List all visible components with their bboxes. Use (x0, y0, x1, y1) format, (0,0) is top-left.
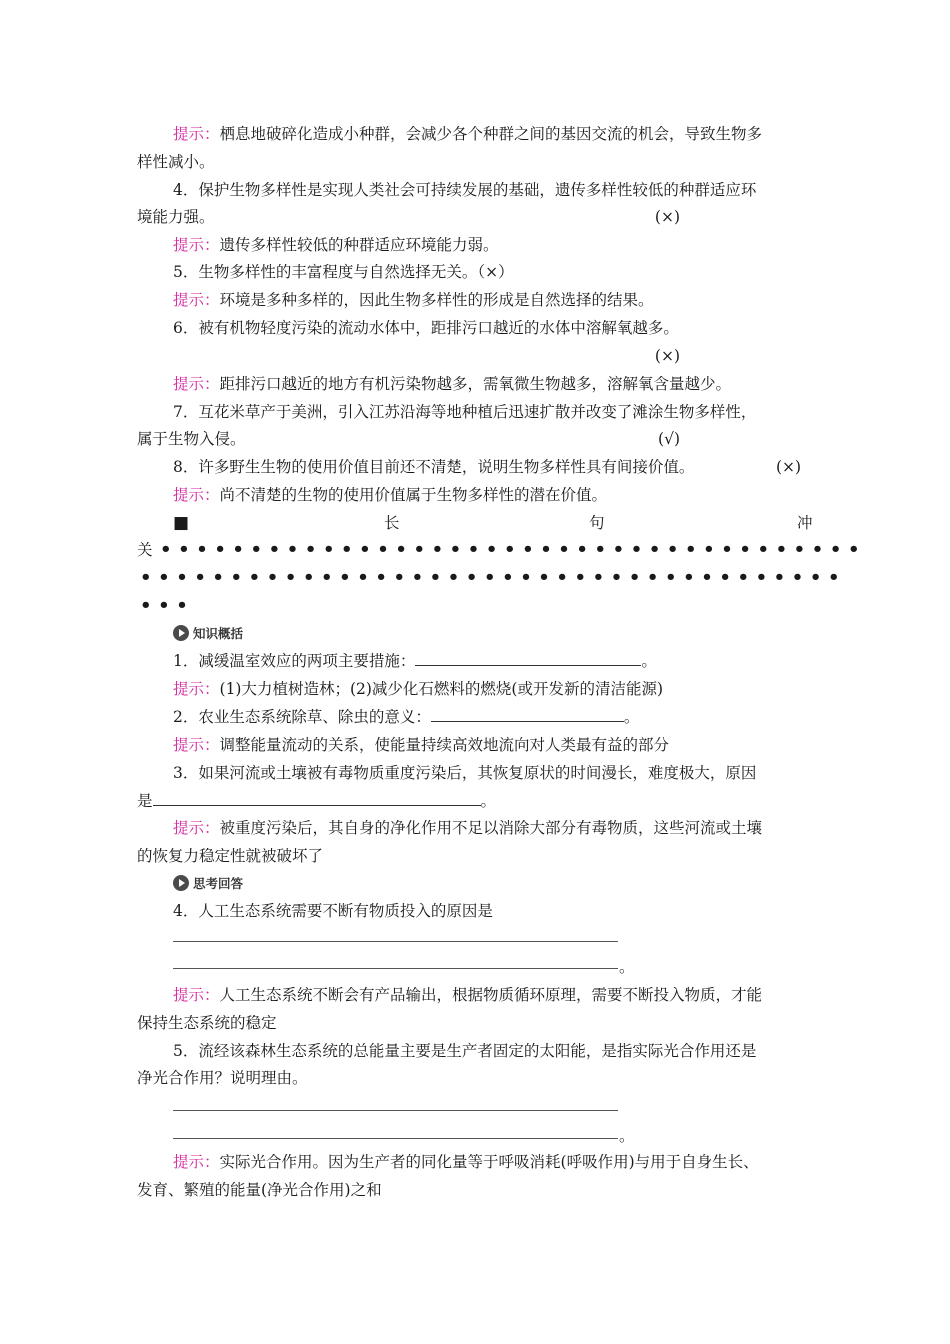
period: 。 (619, 958, 635, 976)
answer-mark: (×) (654, 347, 680, 365)
period: 。 (619, 1127, 635, 1145)
question-7-line-b (137, 429, 815, 449)
tip-line-1b: 样性减小。 (137, 153, 215, 171)
play-circle-icon (173, 875, 189, 891)
thinking-4-tip-a (173, 985, 815, 1005)
thinking-5-tip-b: 发育、繁殖的能量(净光合作用)之和 (137, 1181, 382, 1199)
tip-label: 提示： (173, 819, 220, 837)
tip-text: (1)大力植树造林；(2)减少化石燃料的燃烧(或开发新的清洁能源) (219, 680, 664, 698)
question-7-line-a: 7．互花米草产于美洲，引入江苏沿海等地种植后迅速扩散并改变了滩涂生物多样性， (173, 403, 757, 421)
tip-label: 提示： (173, 486, 220, 504)
tip-text: 尚不清楚的生物的使用价值属于生物多样性的潜在价值。 (219, 486, 608, 504)
question-6: 6．被有机物轻度污染的流动水体中，距排污口越近的水体中溶解氧越多。 (173, 319, 679, 337)
heading-char-1: 长 (384, 514, 400, 532)
tip-text: 实际光合作用。因为生产者的同化量等于呼吸消耗(呼吸作用)与用于自身生长、 (219, 1153, 759, 1171)
tip-label: 提示： (173, 125, 220, 143)
knowledge-2 (173, 707, 815, 727)
thinking-5-tip-a (173, 1152, 815, 1172)
thinking-badge (173, 874, 243, 892)
tip-label: 提示： (173, 375, 220, 393)
answer-blank-line[interactable] (173, 968, 618, 969)
question-8 (173, 457, 815, 477)
tip-text: 环境是多种多样的，因此生物多样性的形成是自然选择的结果。 (219, 291, 654, 309)
question-text: 属于生物入侵。 (137, 430, 246, 448)
tip-label: 提示： (173, 680, 220, 698)
tip-line-4 (173, 235, 815, 255)
knowledge-3-line-a: 3．如果河流或土壤被有毒物质重度污染后，其恢复原状的时间漫长，难度极大，原因 (173, 764, 757, 782)
tip-label: 提示： (173, 236, 220, 254)
answer-blank-line[interactable] (173, 1110, 618, 1111)
knowledge-badge (173, 624, 243, 642)
heading-char-3: 冲 (797, 514, 813, 532)
knowledge-3-tip-a (173, 818, 815, 838)
thinking-4-tip-b: 保持生态系统的稳定 (137, 1014, 277, 1032)
knowledge-1-tip (173, 679, 815, 699)
tip-text: 被重度污染后，其自身的净化作用不足以消除大部分有毒物质，这些河流或土壤 (219, 819, 763, 837)
answer-blank-line[interactable] (173, 941, 618, 942)
question-4-line-b (137, 207, 815, 227)
question-5: 5．生物多样性的丰富程度与自然选择无关。（×） (173, 263, 514, 281)
answer-blank[interactable] (431, 707, 624, 722)
tip-label: 提示： (173, 291, 220, 309)
answer-mark: (×) (654, 208, 680, 226)
tip-text: 栖息地破碎化造成小种群，会减少各个种群之间的基因交流的机会，导致生物多 (219, 125, 763, 143)
knowledge-3-line-b (137, 791, 815, 811)
tip-text: 人工生态系统不断会有产品输出，根据物质循环原理，需要不断投入物质，才能 (219, 986, 763, 1004)
thinking-5-line-a: 5．流经该森林生态系统的总能量主要是生产者固定的太阳能，是指实际光合作用还是 (173, 1042, 757, 1060)
tip-line-1 (173, 124, 815, 144)
question-text: 境能力强。 (137, 208, 215, 226)
tip-label: 提示： (173, 1153, 220, 1171)
thinking-4: 4．人工生态系统需要不断有物质投入的原因是 (173, 902, 493, 920)
heading-char-4: 关 (137, 541, 153, 559)
period: 。 (641, 652, 657, 670)
heading-char-2: 句 (589, 514, 605, 532)
answer-mark: (×) (776, 458, 802, 476)
question-text: 2．农业生态系统除草、除虫的意义： (173, 708, 431, 726)
tip-line-8 (173, 485, 815, 505)
tip-label: 提示： (173, 736, 220, 754)
knowledge-1 (173, 651, 815, 671)
thinking-5-line-b: 净光合作用？说明理由。 (137, 1069, 308, 1087)
question-4-line-a: 4．保护生物多样性是实现人类社会可持续发展的基础，遗传多样性较低的种群适应环 (173, 181, 757, 199)
tip-text: 遗传多样性较低的种群适应环境能力弱。 (219, 236, 499, 254)
answer-blank[interactable] (153, 791, 481, 806)
leader-dots-row-2: ••••••••••••••••••••••••••••••••••••••• (140, 567, 847, 588)
play-circle-icon (173, 625, 189, 641)
question-text: 是 (137, 792, 153, 810)
answer-blank[interactable] (415, 651, 641, 666)
answer-blank-line[interactable] (173, 1138, 618, 1139)
tip-text: 距排污口越近的地方有机污染物越多，需氧微生物越多，溶解氧含量越少。 (219, 375, 732, 393)
leader-dots-row-3: ••• (140, 595, 195, 616)
leader-dots-row-1: ••••••••••••••••••••••••••••••••••••••• (160, 539, 867, 560)
question-text: 1．减缓温室效应的两项主要措施： (173, 652, 416, 670)
square-bullet: ■ (173, 513, 190, 533)
period: 。 (480, 792, 497, 810)
answer-mark: (√) (658, 430, 680, 448)
badge-label: 思考回答 (193, 876, 244, 891)
knowledge-2-tip (173, 735, 815, 755)
tip-line-6 (173, 374, 815, 394)
tip-text: 调整能量流动的关系，使能量持续高效地流向对人类最有益的部分 (219, 736, 670, 754)
tip-line-5 (173, 290, 815, 310)
question-text: 8．许多野生生物的使用价值目前还不清楚，说明生物多样性具有间接价值。 (173, 458, 695, 476)
tip-label: 提示： (173, 986, 220, 1004)
knowledge-3-tip-b: 的恢复力稳定性就被破坏了 (137, 847, 324, 865)
period: 。 (623, 708, 640, 726)
badge-label: 知识概括 (193, 626, 244, 641)
